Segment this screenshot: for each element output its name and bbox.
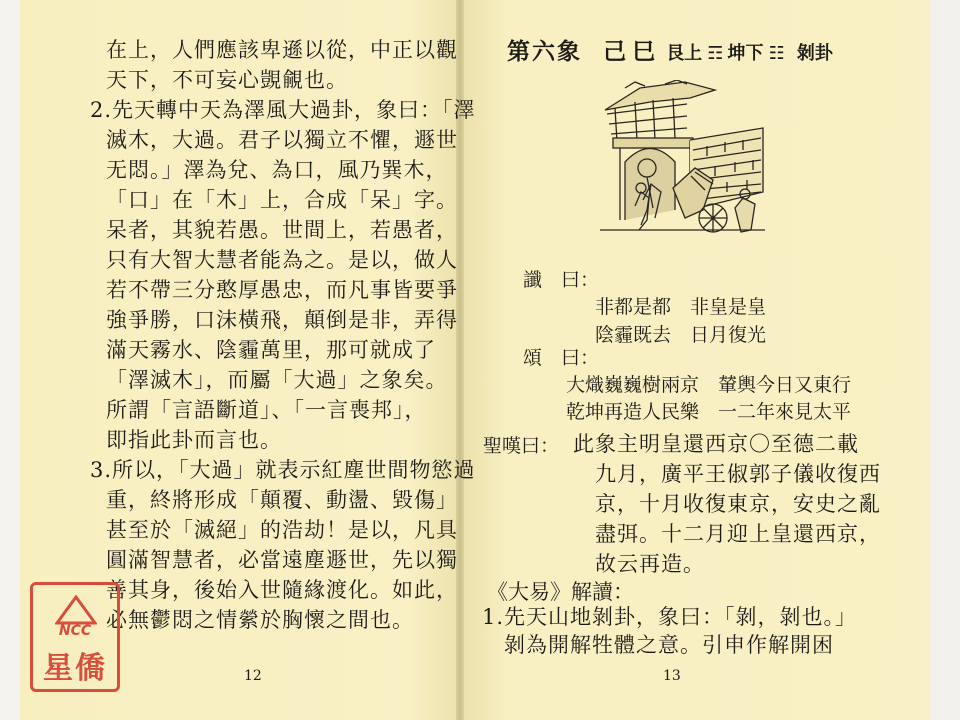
text-line: 故云再造。 — [595, 552, 705, 576]
text-line: 若不帶三分憨厚愚忠，而凡事皆要爭 — [106, 278, 458, 302]
text-line: 「澤滅木」，而屬「大過」之象矣。 — [106, 368, 448, 392]
text-line: 只有大智大慧者能為之。是以，做人 — [106, 248, 458, 272]
verse-line: 乾坤再造人民樂 一二年來見太平 — [566, 401, 852, 423]
section-title-text: 第六象 — [507, 39, 582, 65]
prophecy-label: 讖 曰： — [523, 269, 600, 291]
text-line: 2.先天轉中天為澤風大過卦，象曰：「澤 — [90, 98, 476, 122]
text-line: 3.所以，「大過」就表示紅塵世間物慾過 — [90, 458, 476, 482]
woodcut-illustration — [595, 80, 770, 245]
text-line: 呆者，其貌若愚。世間上，若愚者， — [106, 218, 458, 242]
background-edge — [930, 0, 960, 720]
section-title-chars: 己巳 — [603, 39, 662, 65]
trigram-lower-icon: ☷ — [768, 43, 784, 64]
verse-label: 頌 曰： — [523, 347, 600, 369]
watermark-stamp — [30, 582, 120, 692]
text-line: 善其身，後始入世隨緣渡化。如此， — [106, 578, 458, 602]
watermark-ncc: NCC — [58, 623, 92, 639]
text-line: 即指此卦而言也。 — [106, 428, 282, 452]
reading-heading: 《大易》解讀： — [487, 580, 634, 604]
text-line: 所謂「言語斷道」、「一言喪邦」， — [106, 398, 427, 422]
hexagram-name: 剝卦 — [796, 43, 833, 64]
page-number-right: 13 — [663, 668, 681, 684]
text-line: 京，十月收復東京，安史之亂 — [595, 492, 881, 516]
text-line: 滿天霧水、陰霾萬里，那可就成了 — [106, 338, 436, 362]
text-line: 甚至於「滅絕」的浩劫！是以，凡具 — [106, 518, 458, 542]
page-number-left: 12 — [244, 668, 262, 684]
text-line: 強爭勝，口沫橫飛，顛倒是非，弄得 — [106, 308, 458, 332]
text-line: 无悶。」澤為兌、為口，風乃巽木， — [106, 158, 448, 182]
hexagram-lower-name: 坤下 — [727, 43, 764, 64]
text-line: 圓滿智慧者，必當遠塵遯世，先以獨 — [106, 548, 458, 572]
prophecy-line: 非都是都 非皇是皇 — [595, 296, 767, 318]
text-line: 九月，廣平王俶郭子儀收復西 — [595, 462, 881, 486]
watermark-name: 星僑 — [43, 651, 107, 686]
text-line: 滅木，大過。君子以獨立不懼，遯世 — [106, 128, 458, 152]
text-line: 在上，人們應該卑遜以從，中正以觀 — [106, 38, 458, 62]
text-line: 天下，不可妄心覬覦也。 — [106, 68, 348, 92]
text-line: 剝為開解牲體之意。引申作解開困 — [504, 633, 834, 657]
text-line: 必無鬱悶之情縈於胸懷之間也。 — [106, 608, 414, 632]
text-line: 重，終將形成「顛覆、動盪、毀傷」 — [106, 488, 458, 512]
prophecy-line: 陰霾既去 日月復光 — [595, 324, 767, 346]
text-line: 盡弭。十二月迎上皇還西京， — [595, 522, 881, 546]
triangle-logo-icon — [55, 595, 97, 625]
text-line: 此象主明皇還西京〇至德二載 — [573, 432, 859, 456]
verse-line: 大熾巍巍樹兩京 輦輿今日又東行 — [566, 374, 852, 396]
trigram-upper-icon: ☶ — [707, 43, 723, 64]
commentary-label: 聖嘆曰： — [483, 435, 560, 457]
left-page-text — [90, 36, 476, 652]
hexagram-upper-name: 艮上 — [666, 43, 703, 64]
section-title — [507, 33, 833, 66]
text-line: 「口」在「木」上，合成「呆」字。 — [106, 188, 458, 212]
text-line: 1.先天山地剝卦，象曰：「剝，剝也。」 — [482, 605, 858, 629]
